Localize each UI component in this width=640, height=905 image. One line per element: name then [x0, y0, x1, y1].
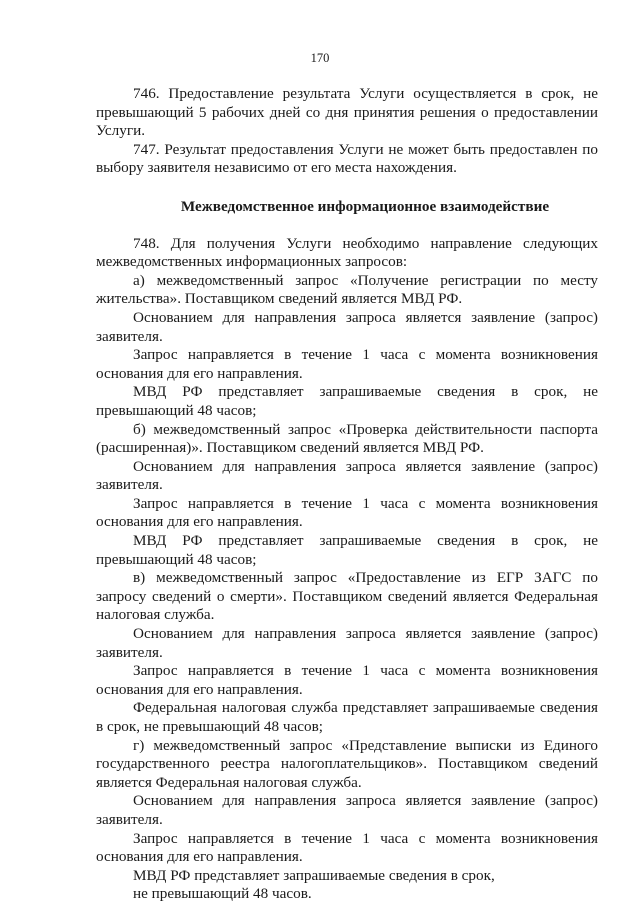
response-deadline-paragraph: Федеральная налоговая служба представляет запрашиваемые сведения в срок, не превышающий 48 часов;	[96, 699, 598, 735]
request-timing-paragraph: Запрос направляется в течение 1 часа с момента возникновения основания для его направления.	[96, 346, 598, 382]
response-deadline-paragraph: МВД РФ представляет запрашиваемые сведения в срок, не превышающий 48 часов;	[96, 383, 598, 419]
list-item-b: б) межведомственный запрос «Проверка действительности паспорта (расширенная)». Поставщиком сведений является МВД РФ.	[96, 420, 598, 457]
basis-paragraph: Основанием для направления запроса является заявление (запрос) заявителя.	[96, 792, 598, 828]
paragraph-748: 748. Для получения Услуги необходимо направление следующих межведомственных информационных запросов:	[96, 234, 598, 271]
document-body	[96, 85, 598, 904]
list-item-v: в) межведомственный запрос «Предоставление из ЕГР ЗАГС по запросу сведений о смерти». Поставщиком сведений является Федеральная налоговая служба.	[96, 569, 598, 624]
request-timing-paragraph: Запрос направляется в течение 1 часа с момента возникновения основания для его направления.	[96, 494, 598, 531]
final-line: МВД РФ представляет запрашиваемые сведения в срок,	[133, 866, 495, 884]
request-timing-paragraph: Запрос направляется в течение 1 часа с момента возникновения основания для его направления.	[96, 829, 598, 866]
request-timing-paragraph: Запрос направляется в течение 1 часа с момента возникновения основания для его направления.	[96, 662, 598, 698]
section-heading: Межведомственное информационное взаимодействие	[180, 197, 550, 215]
paragraph-746: 746. Предоставление результата Услуги осуществляется в срок, не превышающий 5 рабочих дней со дня принятия решения о предоставлении Услуги.	[96, 85, 598, 140]
basis-paragraph: Основанием для направления запроса является заявление (запрос) заявителя.	[96, 457, 598, 494]
page-number: 170	[310, 51, 330, 65]
paragraph-747: 747. Результат предоставления Услуги не может быть предоставлен по выбору заявителя независимо от его места нахождения.	[96, 140, 598, 177]
response-deadline-paragraph: МВД РФ представляет запрашиваемые сведения в срок, не превышающий 48 часов;	[96, 532, 598, 568]
basis-paragraph: Основанием для направления запроса является заявление (запрос) заявителя.	[96, 308, 598, 345]
basis-paragraph: Основанием для направления запроса является заявление (запрос) заявителя.	[96, 625, 598, 661]
final-line: не превышающий 48 часов.	[133, 885, 312, 903]
list-item-a: а) межведомственный запрос «Получение регистрации по месту жительства». Поставщиком сведений является МВД РФ.	[96, 271, 598, 308]
list-item-g: г) межведомственный запрос «Представление выписки из Единого государственного реестра налогоплательщиков». Поставщиком сведений является Федеральная налоговая служба.	[96, 736, 598, 791]
